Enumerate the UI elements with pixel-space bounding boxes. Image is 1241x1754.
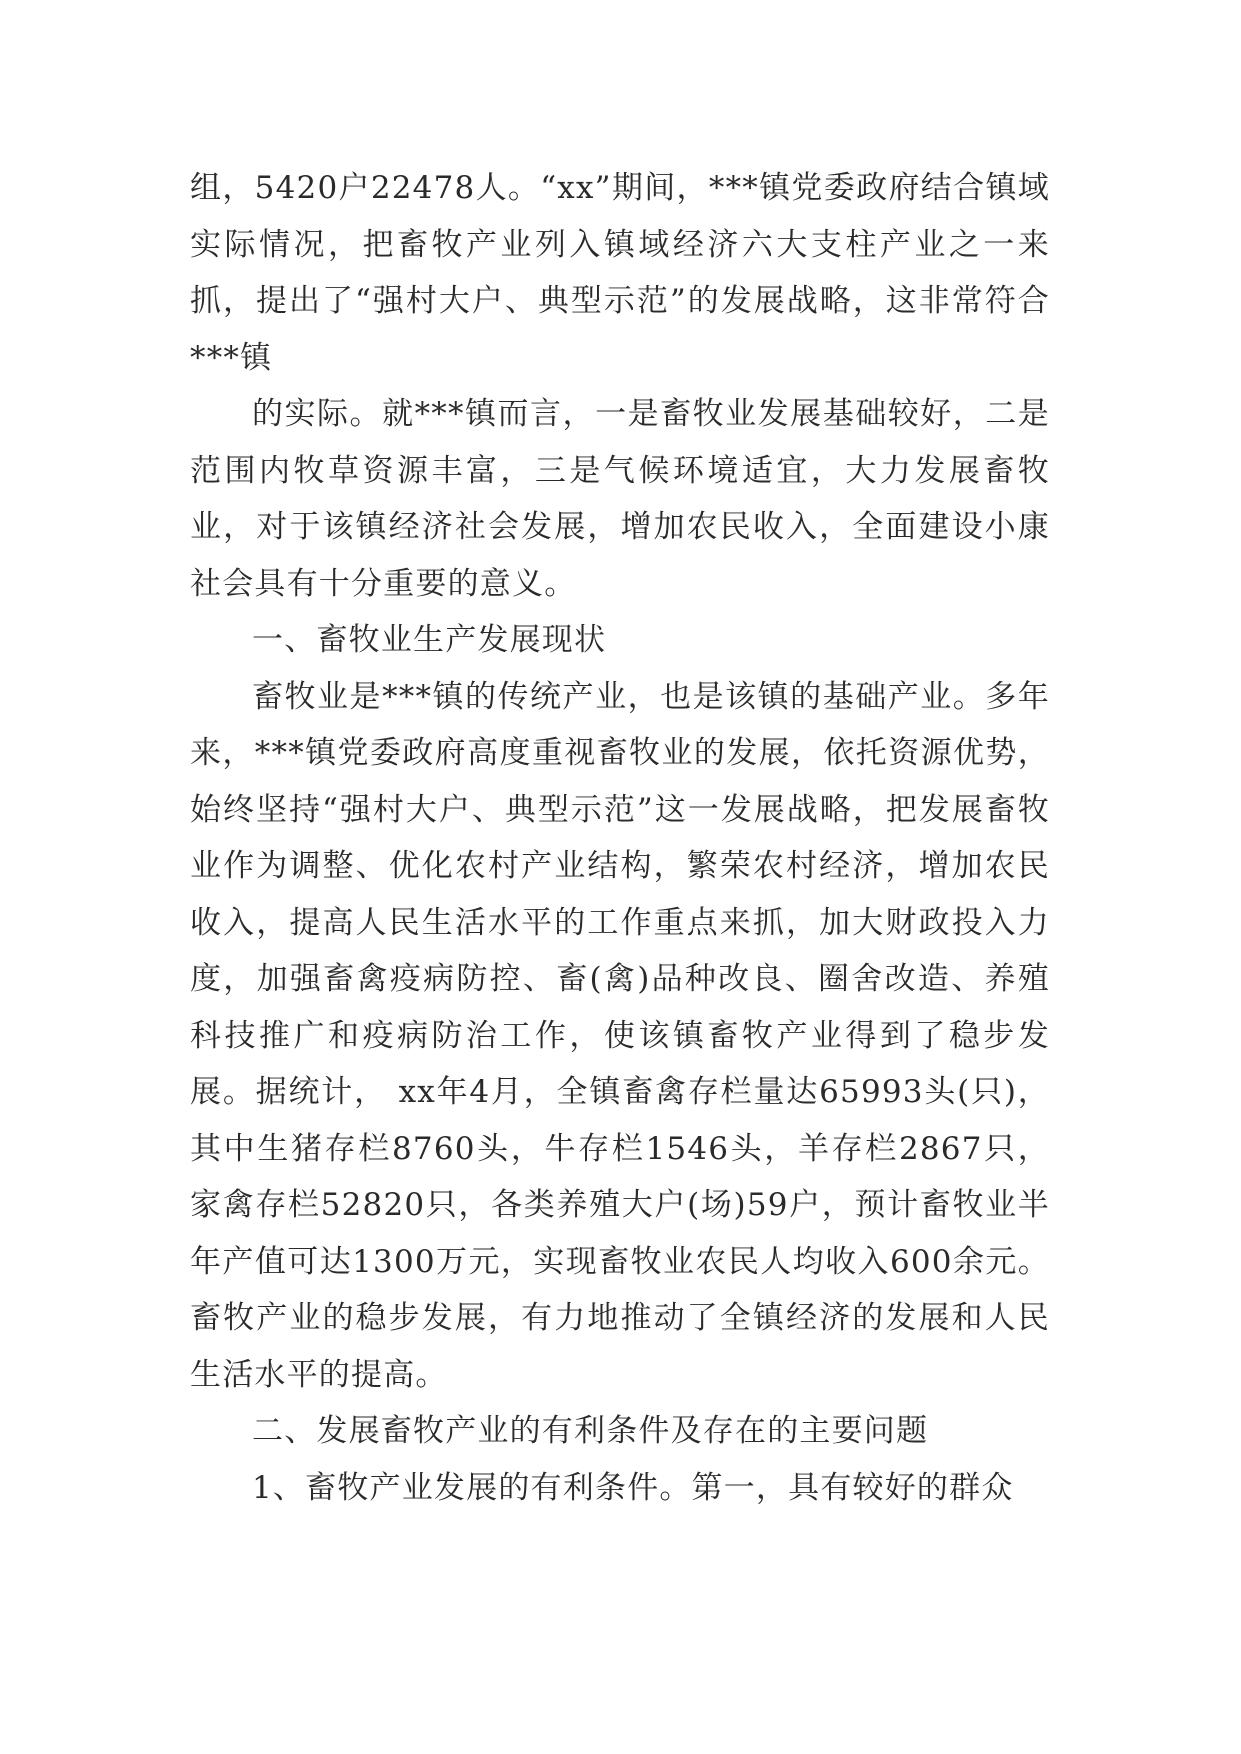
paragraph-favorable-conditions: 1、畜牧产业发展的有利条件。第一，具有较好的群众 — [252, 1469, 1014, 1506]
section-heading-conditions-problems: 二、发展畜牧产业的有利条件及存在的主要问题 — [252, 1413, 929, 1449]
paragraph-intro-continued: 组，5420户22478人。“xx”期间，***镇党委政府结合镇域实际情况，把畜牧产业列入镇域经济六大支柱产业之一来抓，提出了“强村大户、典型示范”的发展战略，这非常符合***镇 — [190, 170, 1050, 376]
paragraph-local-conditions: 的实际。就***镇而言，一是畜牧业发展基础较好，二是范围内牧草资源丰富，三是气候环境适宜，大力发展畜牧业，对于该镇经济社会发展，增加农民收入，全面建设小康社会具有十分重要的意义。 — [190, 396, 1050, 602]
paragraph-current-status: 畜牧业是***镇的传统产业，也是该镇的基础产业。多年来，***镇党委政府高度重视畜牧业的发展，依托资源优势，始终坚持“强村大户、典型示范”这一发展战略，把发展畜牧业作为调整、优化农村产业结构，繁荣农村经济，增加农民收入，提高人民生活水平的工作重点来抓，加大财政投入力度，加强畜禽疫病防控、畜(禽)品种改良、圈舍改造、养殖科技推广和疫病防治工作，使该镇畜牧产业得到了稳步发展。据统计， xx年4月，全镇畜禽存栏量达65993头(只)，其中生猪存栏8760头，牛存栏1546头，羊存栏2867只，家禽存栏52820只，各类养殖大户(场)59户，预计畜牧业半年产值可达1300万元，实现畜牧业农民人均收入600余元。畜牧产业的稳步发展，有力地推动了全镇经济的发展和人民生活水平的提高。 — [190, 678, 1050, 1393]
section-heading-current-status: 一、畜牧业生产发展现状 — [252, 622, 607, 658]
document-body — [190, 160, 1050, 1516]
